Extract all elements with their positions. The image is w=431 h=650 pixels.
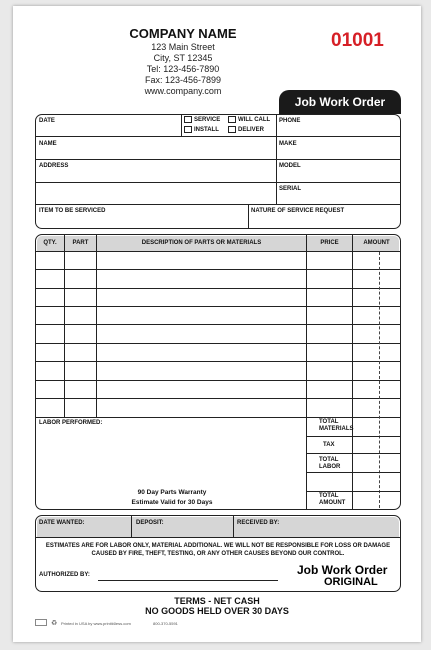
part-header: PART [72,240,89,246]
will-call-label: WILL CALL [238,117,271,123]
warranty-text: 90 Day Parts Warranty [137,489,207,496]
printer-phone: 800-370-5591 [153,621,178,626]
item-label: ITEM TO BE SERVICED [39,208,106,214]
date-wanted-label: DATE WANTED: [39,520,85,526]
disclaimer-line-2: CAUSED BY FIRE, THEFT, TESTING, OR ANY OTHER CAUSES BEYOND OUR CONTROL. [91,551,345,557]
total-labor-label: TOTAL LABOR [319,457,341,470]
service-label: SERVICE [194,117,221,123]
parts-table-box [35,234,401,510]
copy-label: ORIGINAL [324,576,378,588]
company-fax: Fax: 123-456-7899 [144,75,222,85]
service-checkbox[interactable] [184,116,192,123]
company-name: COMPANY NAME [129,26,237,41]
model-label: MODEL [279,163,301,169]
labor-label: LABOR PERFORMED: [39,420,103,426]
will-call-checkbox[interactable] [228,116,236,123]
disclaimer-line-1: ESTIMATES ARE FOR LABOR ONLY, MATERIAL ADDITIONAL. WE WILL NOT BE RESPONSIBLE FOR LOSS OR DAMAGE [45,543,391,549]
authorized-by-label: AUTHORIZED BY: [39,572,90,578]
serial-label: SERIAL [279,186,302,192]
footer-form-title: Job Work Order [297,563,388,577]
terms-line-2: NO GOODS HELD OVER 30 DAYS [145,606,289,616]
qty-header: QTY. [43,240,57,246]
make-label: MAKE [279,141,297,147]
description-header: DESCRIPTION OF PARTS OR MATERIALS [141,240,262,246]
form-title-tab: Job Work Order [279,90,401,114]
nature-label: NATURE OF SERVICE REQUEST [251,208,345,214]
amount-header: AMOUNT [363,240,390,246]
install-label: INSTALL [194,127,219,133]
deliver-label: DELIVER [238,127,265,133]
printer-logo [35,619,47,626]
total-materials-label: TOTAL MATERIALS [319,419,354,432]
phone-label: PHONE [279,118,301,124]
received-by-label: RECEIVED BY: [237,520,280,526]
tax-label: TAX [323,442,335,448]
deposit-label: DEPOSIT: [136,520,164,526]
recycle-icon: ♻ [51,620,58,627]
name-label: NAME [39,141,57,147]
price-header: PRICE [320,240,339,246]
work-order-sheet [13,6,421,642]
company-web: www.company.com [144,86,222,96]
printer-credit: Printed in USA by www.printit4less.com [61,621,131,626]
install-checkbox[interactable] [184,126,192,133]
total-amount-label: TOTAL AMOUNT [319,493,346,506]
address-label: ADDRESS [39,163,69,169]
deliver-checkbox[interactable] [228,126,236,133]
form-number: 01001 [331,30,384,51]
company-tel: Tel: 123-456-7890 [146,64,220,74]
company-street: 123 Main Street [151,42,215,52]
date-label: DATE [39,118,55,124]
company-city: City, ST 12345 [153,53,213,63]
estimate-text: Estimate Valid for 30 Days [131,499,213,506]
terms-line-1: TERMS - NET CASH [174,596,260,606]
